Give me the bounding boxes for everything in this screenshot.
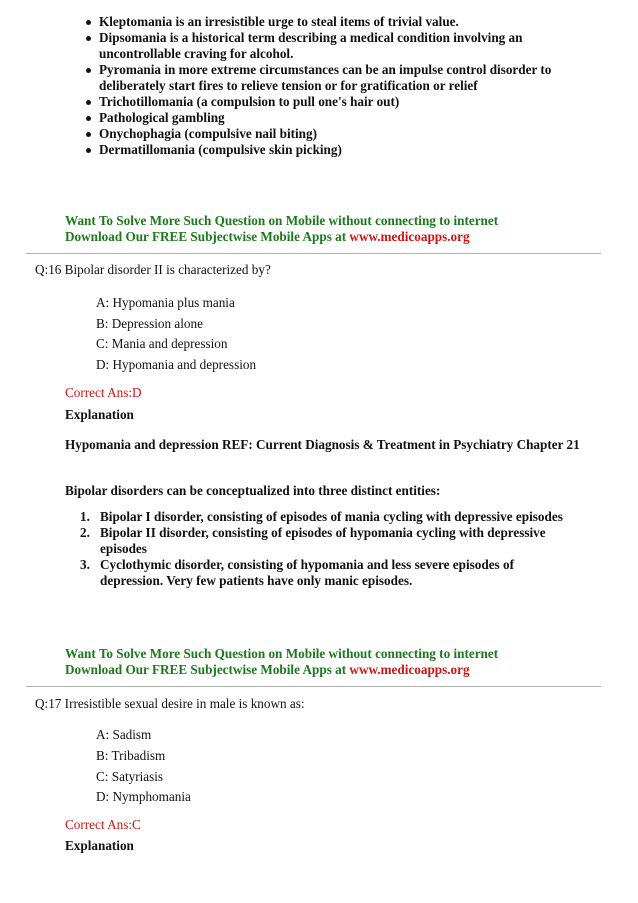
bipolar-types-list — [80, 509, 580, 589]
option-a: A: Sadism — [96, 727, 152, 742]
promo-block — [65, 646, 605, 678]
promo-line-1: Want To Solve More Such Question on Mobile without connecting to internet — [65, 213, 499, 228]
bullet-icon — [86, 68, 91, 73]
explanation-intro: Bipolar disorders can be conceptualized into three distinct entities: — [65, 483, 441, 498]
option-c: C: Mania and depression — [96, 336, 228, 351]
option-b: B: Tribadism — [96, 748, 166, 763]
list-item: Pathological gambling — [80, 110, 590, 126]
explanation-label: Explanation — [65, 407, 134, 422]
divider — [26, 253, 601, 254]
list-item: Onychophagia (compulsive nail biting) — [80, 126, 590, 142]
option-d: D: Hypomania and depression — [96, 357, 257, 372]
medicoapps-link[interactable]: www.medicoapps.org — [349, 229, 470, 244]
correct-answer: Correct Ans:D — [65, 385, 142, 400]
bullet-icon — [86, 132, 91, 137]
bullet-icon — [86, 36, 91, 41]
promo-line-2: Download Our FREE Subjectwise Mobile Apps at www.medicoapps.org — [65, 662, 470, 677]
list-item: Kleptomania is an irresistible urge to steal items of trivial value. — [80, 14, 590, 30]
list-item: Pyromania in more extreme circumstances can be an impulse control disorder to deliberately start fires to relieve tension or for gratification or relief — [80, 62, 590, 94]
list-item: Trichotillomania (a compulsion to pull one's hair out) — [80, 94, 590, 110]
list-item: 2. Bipolar II disorder, consisting of episodes of hypomania cycling with depressive episodes — [80, 525, 546, 556]
list-item: Dermatillomania (compulsive skin picking) — [80, 142, 590, 158]
list-item: 3. Cyclothymic disorder, consisting of hypomania and less severe episodes of depression. Very few patients have only manic episodes. — [80, 557, 514, 588]
list-item: 1. Bipolar I disorder, consisting of episodes of mania cycling with depressive episodes — [80, 509, 563, 524]
list-item: Dipsomania is a historical term describing a medical condition involving an uncontrollable craving for alcohol. — [80, 30, 590, 62]
explanation-label: Explanation — [65, 838, 134, 853]
bullet-icon — [86, 100, 91, 105]
bullet-icon — [86, 148, 91, 153]
bullet-icon — [86, 116, 91, 121]
divider — [26, 686, 601, 687]
option-b: B: Depression alone — [96, 316, 203, 331]
promo-line-1: Want To Solve More Such Question on Mobile without connecting to internet — [65, 646, 499, 661]
medicoapps-link[interactable]: www.medicoapps.org — [349, 662, 470, 677]
explanation-reference: Hypomania and depression REF: Current Diagnosis & Treatment in Psychiatry Chapter 21 — [65, 437, 580, 452]
option-d: D: Nymphomania — [96, 789, 191, 804]
promo-line-2: Download Our FREE Subjectwise Mobile Apps at www.medicoapps.org — [65, 229, 470, 244]
impulse-disorder-list — [80, 14, 590, 158]
option-a: A: Hypomania plus mania — [96, 295, 235, 310]
promo-block — [65, 213, 605, 245]
correct-answer: Correct Ans:C — [65, 817, 141, 832]
bullet-icon — [86, 20, 91, 25]
question-17: Q:17 Irresistible sexual desire in male is known as: — [35, 696, 305, 711]
question-16: Q:16 Bipolar disorder II is characterized by? — [35, 262, 271, 277]
option-c: C: Satyriasis — [96, 769, 164, 784]
